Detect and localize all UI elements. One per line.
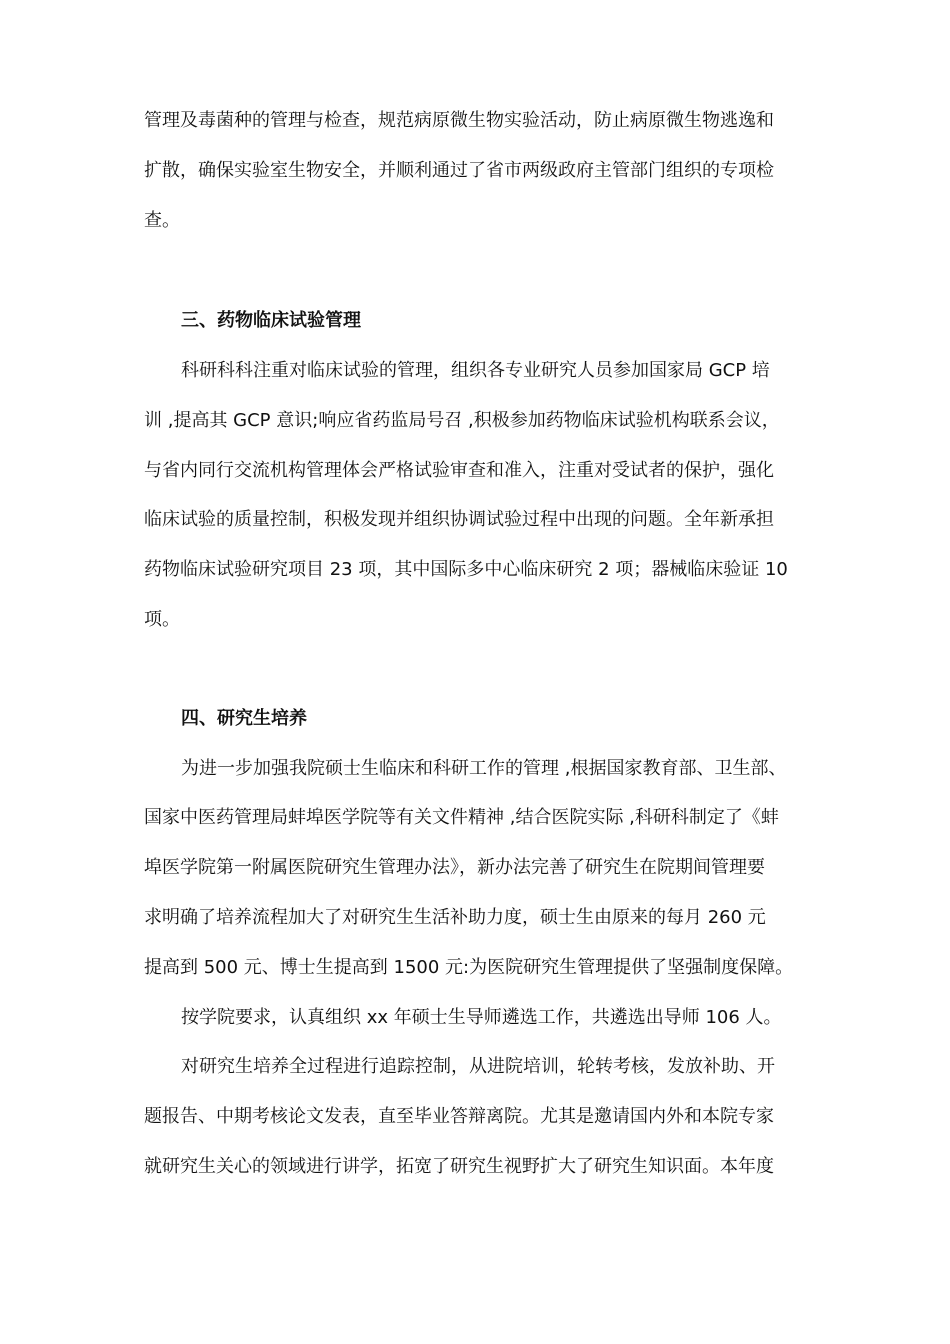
paragraph-line: 管理及毒菌种的管理与检查，规范病原微生物实验活动，防止病原微生物逃逸和 — [144, 110, 774, 131]
paragraph-line: 题报告、中期考核论文发表，直至毕业答辩离院。尤其是邀请国内外和本院专家 — [144, 1106, 774, 1127]
paragraph-line: 科研科科注重对临床试验的管理，组织各专业研究人员参加国家局 GCP 培 — [181, 360, 770, 381]
paragraph-line: 训 ,提高其 GCP 意识;响应省药监局号召 ,积极参加药物临床试验机构联系会议， — [144, 410, 780, 431]
paragraph-line: 求明确了培养流程加大了对研究生生活补助力度，硕士生由原来的每月 260 元 — [144, 907, 766, 928]
paragraph-line: 药物临床试验研究项目 23 项，其中国际多中心临床研究 2 项；器械临床验证 10 — [144, 559, 788, 580]
section-heading-drug-trials: 三、药物临床试验管理 — [181, 310, 361, 331]
paragraph-line: 对研究生培养全过程进行追踪控制，从进院培训，轮转考核，发放补助、开 — [181, 1056, 775, 1077]
paragraph-line: 就研究生关心的领域进行讲学，拓宽了研究生视野扩大了研究生知识面。本年度 — [144, 1156, 774, 1177]
paragraph-line: 扩散，确保实验室生物安全，并顺利通过了省市两级政府主管部门组织的专项检 — [144, 160, 774, 181]
paragraph-line: 提高到 500 元、博士生提高到 1500 元:为医院研究生管理提供了坚强制度保障。 — [144, 957, 794, 978]
paragraph-line: 项。 — [144, 609, 180, 630]
paragraph-line: 查。 — [144, 210, 180, 231]
section-heading-graduate-training: 四、研究生培养 — [181, 708, 307, 729]
paragraph-line: 为进一步加强我院硕士生临床和科研工作的管理 ,根据国家教育部、卫生部、 — [181, 758, 787, 779]
paragraph-line: 埠医学院第一附属医院研究生管理办法》，新办法完善了研究生在院期间管理要 — [144, 857, 765, 878]
paragraph-line: 与省内同行交流机构管理体会严格试验审查和准入，注重对受试者的保护，强化 — [144, 460, 774, 481]
paragraph-line: 国家中医药管理局蚌埠医学院等有关文件精神 ,结合医院实际 ,科研科制定了《蚌 — [144, 807, 779, 828]
paragraph-line: 按学院要求，认真组织 xx 年硕士生导师遴选工作，共遴选出导师 106 人。 — [181, 1007, 782, 1028]
paragraph-line: 临床试验的质量控制，积极发现并组织协调试验过程中出现的问题。全年新承担 — [144, 509, 774, 530]
